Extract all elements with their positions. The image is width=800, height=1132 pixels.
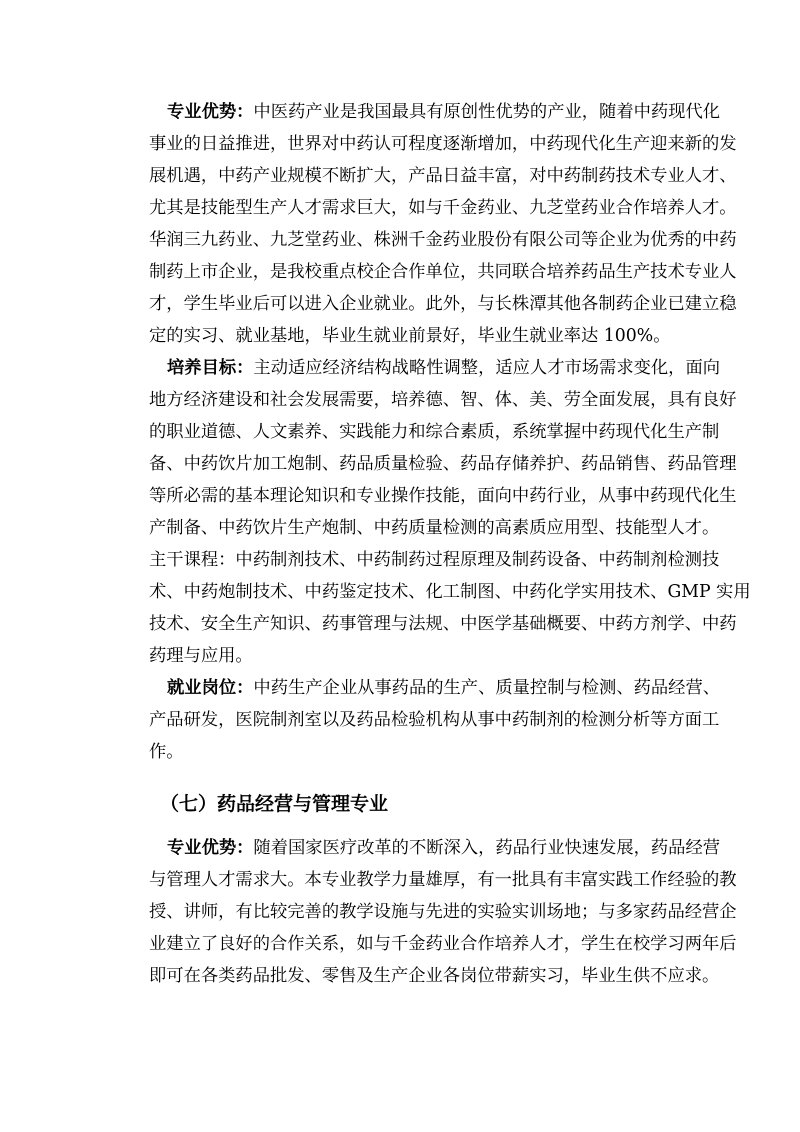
paragraph-line: 定的实习、就业基地，毕业生就业前景好，毕业生就业率达 100%。 <box>149 326 671 346</box>
paragraph-line: 术、中药炮制技术、中药鉴定技术、化工制图、中药化学实用技术、GMP 实用 <box>149 582 751 602</box>
paragraph-text: 随着国家医疗改革的不断深入，药品行业快速发展，药品经营 <box>253 838 721 858</box>
section-heading: （七）药品经营与管理专业 <box>160 793 389 815</box>
paragraph-line: 主干课程：中药制剂技术、中药制药过程原理及制药设备、中药制剂检测技 <box>149 550 720 570</box>
paragraph-line: 药理与应用。 <box>149 646 253 666</box>
paragraph-line: 备、中药饮片加工炮制、药品质量检验、药品存储养护、药品销售、药品管理 <box>149 454 737 474</box>
paragraph-text: 中药生产企业从事药品的生产、质量控制与检测、药品经营、 <box>253 678 721 698</box>
paragraph-text: 主动适应经济结构战略性调整，适应人才市场需求变化，面向 <box>253 358 721 378</box>
paragraph-line <box>167 356 721 380</box>
paragraph-line: 地方经济建设和社会发展需要，培养德、智、体、美、劳全面发展，具有良好 <box>149 390 737 410</box>
paragraph-line: 华润三九药业、九芝堂药业、株洲千金药业股份有限公司等企业为优秀的中药 <box>149 230 737 250</box>
paragraph-line: 业建立了良好的合作关系，如与千金药业合作培养人才，学生在校学习两年后 <box>149 934 737 954</box>
paragraph-line: 产制备、中药饮片生产炮制、中药质量检测的高素质应用型、技能型人才。 <box>149 518 720 538</box>
paragraph-line: 即可在各类药品批发、零售及生产企业各岗位带薪实习，毕业生供不应求。 <box>149 966 720 986</box>
paragraph-line: 作。 <box>149 742 184 762</box>
paragraph-line: 展机遇，中药产业规模不断扩大，产品日益丰富，对中药制药技术专业人才、 <box>149 166 737 186</box>
paragraph-line: 授、讲师，有比较完善的教学设施与先进的实验实训场地；与多家药品经营企 <box>149 902 737 922</box>
paragraph-line: 尤其是技能型生产人才需求巨大，如与千金药业、九芝堂药业合作培养人才。 <box>149 198 737 218</box>
paragraph-line: 技术、安全生产知识、药事管理与法规、中医学基础概要、中药方剂学、中药 <box>149 614 737 634</box>
paragraph-label: 就业岗位： <box>167 678 254 698</box>
paragraph-line <box>167 100 721 124</box>
paragraph-line: 事业的日益推进，世界对中药认可程度逐渐增加，中药现代化生产迎来新的发 <box>149 134 737 154</box>
paragraph-line: 与管理人才需求大。本专业教学力量雄厚，有一批具有丰富实践工作经验的教 <box>149 870 737 890</box>
paragraph-line: 的职业道德、人文素养、实践能力和综合素质，系统掌握中药现代化生产制 <box>149 422 720 442</box>
paragraph-label: 专业优势： <box>167 102 254 122</box>
paragraph-line: 等所必需的基本理论知识和专业操作技能，面向中药行业，从事中药现代化生 <box>149 486 737 506</box>
paragraph-label: 专业优势： <box>167 838 254 858</box>
paragraph-text: 中医药产业是我国最具有原创性优势的产业，随着中药现代化 <box>253 102 721 122</box>
paragraph-label: 培养目标： <box>167 358 254 378</box>
paragraph-line <box>167 676 721 700</box>
paragraph-line: 才，学生毕业后可以进入企业就业。此外，与长株潭其他各制药企业已建立稳 <box>149 294 737 314</box>
paragraph-line: 产品研发，医院制剂室以及药品检验机构从事中药制剂的检测分析等方面工 <box>149 710 720 730</box>
paragraph-line: 制药上市企业，是我校重点校企合作单位，共同联合培养药品生产技术专业人 <box>149 262 737 282</box>
paragraph-line <box>167 836 721 860</box>
